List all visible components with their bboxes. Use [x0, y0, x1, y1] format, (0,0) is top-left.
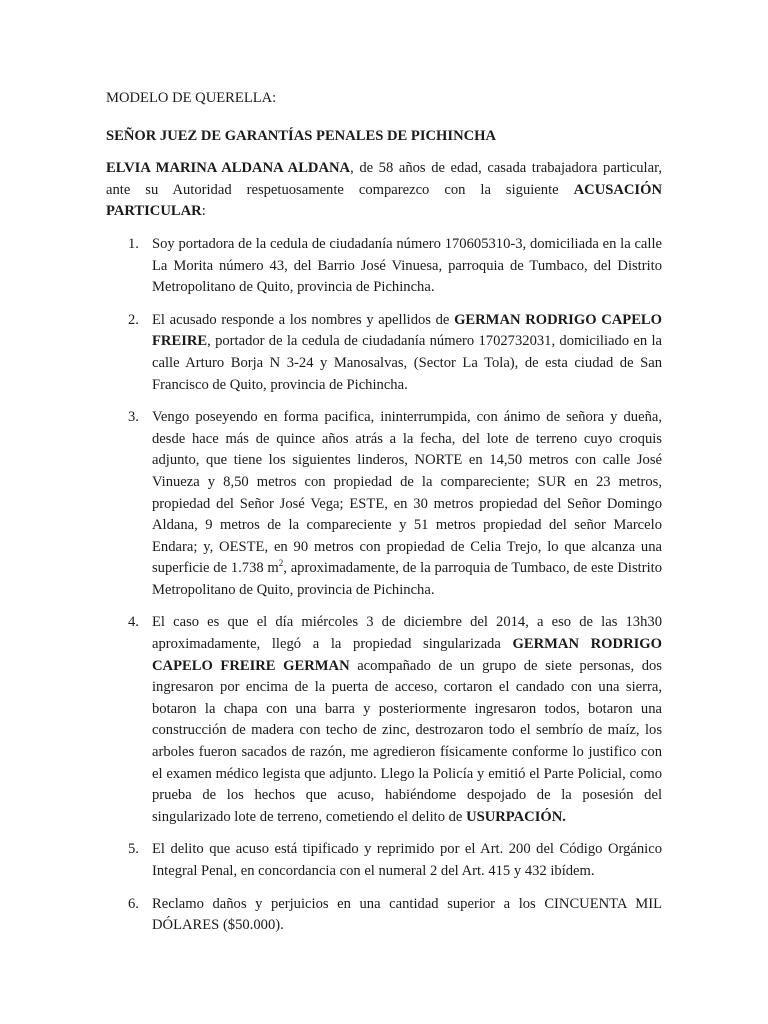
model-title: MODELO DE QUERELLA:	[106, 90, 277, 106]
numbered-list	[106, 234, 662, 937]
list-item-number: 1.	[128, 235, 139, 252]
list-item-number: 3.	[128, 409, 139, 426]
list-item-number: 4.	[128, 614, 139, 631]
list-item-text: Vengo poseyendo en forma pacifica, ininterrumpida, con ánimo de señora y dueña, desde hace más de quince años atrás a la fecha, del lote de terreno cuyo croquis adjunto, que tiene los siguientes linderos, NORTE en 14,50 metros con calle José Vinueza y 8,50 metros con propiedad de la compareciente; SUR en 23 metros, propiedad del Señor José Vega; ESTE, en 30 metros propiedad del Señor Domingo Aldana, 9 metros de la compareciente y 51 metros propiedad del señor Marcelo Endara; y, OESTE, en 90 metros con propiedad de Celia Trejo, lo que alcanza una superficie de 1.738 m	[152, 409, 662, 577]
list-item	[106, 839, 662, 882]
list-item	[106, 407, 662, 601]
intro-paragraph	[106, 158, 662, 223]
list-item-text: El caso es que el día miércoles 3 de diciembre del 2014, a eso de las 13h30 aproximadamente, llegó a la propiedad singularizada	[152, 614, 662, 653]
area-superscript: 2	[278, 558, 284, 569]
judge-heading: SEÑOR JUEZ DE GARANTÍAS PENALES DE PICHINCHA	[106, 127, 497, 144]
accusation-label: ACUSACIÓN PARTICULAR	[106, 181, 662, 220]
list-item	[106, 310, 662, 396]
accused-name: GERMAN RODRIGO CAPELO FREIRE GERMAN	[152, 636, 662, 674]
accused-name: GERMAN RODRIGO CAPELO FREIRE	[152, 311, 663, 350]
crime-name: USURPACIÓN.	[466, 808, 566, 825]
list-item	[106, 234, 662, 299]
list-item-number: 6.	[128, 895, 139, 912]
list-item	[106, 612, 662, 828]
list-item-text: , portador de la cedula de ciudadanía número 1702732031, domiciliado en la calle Arturo Borja N 3-24 y Manosalvas, (Sector La Tola), de esta ciudad de San Francisco de Quito, provincia de Pichincha.	[152, 333, 662, 393]
list-item-text: Soy portadora de la cedula de ciudadanía número 170605310-3, domiciliada en la calle La Morita número 43, del Barrio José Vinuesa, parroquia de Tumbaco, del Distrito Metropolitano de Quito, provincia de Pichincha.	[152, 235, 662, 296]
intro-text: , de 58 años de edad, casada trabajadora particular, ante su Autoridad respetuosamente comparezco con la siguiente	[106, 160, 662, 198]
list-item-text: Reclamo daños y perjuicios en una cantidad superior a los CINCUENTA MIL DÓLARES ($50.000).	[152, 895, 662, 934]
complainant-name: ELVIA MARINA ALDANA ALDANA	[106, 160, 351, 177]
list-item-number: 5.	[128, 841, 139, 858]
list-item	[106, 894, 662, 937]
list-item-text: El delito que acuso está tipificado y reprimido por el Art. 200 del Código Orgánico Integral Penal, en concordancia con el numeral 2 del Art. 415 y 432 ibídem.	[152, 841, 662, 879]
list-item-text: El acusado responde a los nombres y apellidos de	[152, 311, 455, 328]
list-item-number: 2.	[128, 311, 139, 328]
list-item-text: acompañado de un grupo de siete personas, dos ingresaron por encima de la puerta de acceso, cortaron el candado con una sierra, botaron la chapa con una barra y posteriormente ingresaron todos, botaron una construcción de madera con techo de zinc, destrozaron todo el sembrío de maíz, los arboles fueron sacados de razón, me agredieron físicamente conforme lo justifico con el examen médico legista que adjunto. Llego la Policía y emitió el Parte Policial, como prueba de los hechos que acuso, habiéndome despojado de la posesión del singularizado lote de terreno, cometiendo el delito de	[152, 657, 662, 825]
intro-colon: :	[201, 203, 206, 220]
list-item-text: , aproximadamente, de la parroquia de Tumbaco, de este Distrito Metropolitano de Quito, provincia de Pichincha.	[152, 560, 662, 598]
